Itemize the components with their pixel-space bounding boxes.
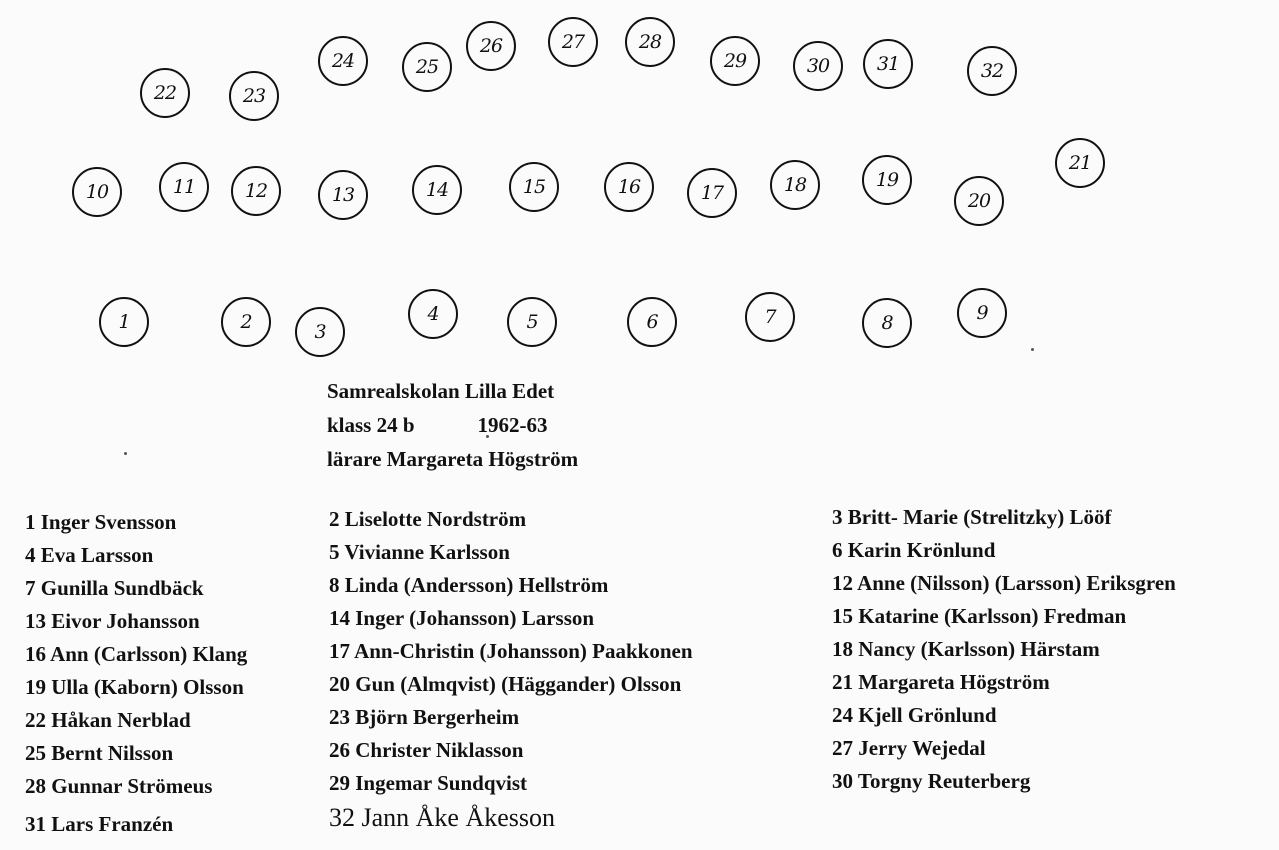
list-item: 15 Katarine (Karlsson) Fredman: [832, 604, 1127, 628]
list-item: 16 Ann (Carlsson) Klang: [25, 642, 248, 666]
seat-circle-10: 10: [72, 167, 122, 217]
seat-circle-14: 14: [412, 165, 462, 215]
seat-circle-23: 23: [229, 71, 279, 121]
seat-circle-1: 1: [99, 297, 149, 347]
list-item: 29 Ingemar Sundqvist: [329, 771, 528, 795]
seat-circle-9: 9: [957, 288, 1007, 338]
list-item: 13 Eivor Johansson: [25, 609, 200, 633]
seat-circle-8: 8: [862, 298, 912, 348]
seat-circle-22: 22: [140, 68, 190, 118]
seat-circle-5: 5: [507, 297, 557, 347]
seat-circle-25: 25: [402, 42, 452, 92]
seat-circle-20: 20: [954, 176, 1004, 226]
seat-circle-32: 32: [967, 46, 1017, 96]
list-item: 31 Lars Franzén: [25, 812, 174, 836]
list-item: 14 Inger (Johansson) Larsson: [329, 606, 595, 630]
scan-speck: [124, 452, 127, 455]
school-name: Samrealskolan Lilla Edet: [327, 379, 555, 403]
list-item: 25 Bernt Nilsson: [25, 741, 174, 765]
seat-circle-13: 13: [318, 170, 368, 220]
list-item: 21 Margareta Högström: [832, 670, 1050, 694]
seat-circle-26: 26: [466, 21, 516, 71]
list-item: 18 Nancy (Karlsson) Härstam: [832, 637, 1100, 661]
seat-circle-2: 2: [221, 297, 271, 347]
seat-circle-11: 11: [159, 162, 209, 212]
teacher-name: lärare Margareta Högström: [327, 447, 579, 471]
seat-circle-29: 29: [710, 36, 760, 86]
list-item: 7 Gunilla Sundbäck: [25, 576, 204, 600]
list-item: 24 Kjell Grönlund: [832, 703, 997, 727]
list-item: 19 Ulla (Kaborn) Olsson: [25, 675, 244, 699]
seat-circle-31: 31: [863, 39, 913, 89]
seat-circle-16: 16: [604, 162, 654, 212]
seat-circle-17: 17: [687, 168, 737, 218]
list-item: 30 Torgny Reuterberg: [832, 769, 1031, 793]
list-item: 20 Gun (Almqvist) (Häggander) Olsson: [329, 672, 682, 696]
list-item: 12 Anne (Nilsson) (Larsson) Eriksgren: [832, 571, 1176, 595]
seat-circle-15: 15: [509, 162, 559, 212]
list-item: 4 Eva Larsson: [25, 543, 154, 567]
seat-circle-19: 19: [862, 155, 912, 205]
list-item: 1 Inger Svensson: [25, 510, 177, 534]
list-item: 3 Britt- Marie (Strelitzky) Lööf: [832, 505, 1112, 529]
list-item: 28 Gunnar Strömeus: [25, 774, 213, 798]
seat-circle-27: 27: [548, 17, 598, 67]
seat-circle-7: 7: [745, 292, 795, 342]
seat-circle-24: 24: [318, 36, 368, 86]
seat-circle-3: 3: [295, 307, 345, 357]
list-item: 2 Liselotte Nordström: [329, 507, 527, 531]
list-item: 17 Ann-Christin (Johansson) Paakkonen: [329, 639, 693, 663]
class-heading: [327, 374, 578, 476]
scan-speck: [1031, 348, 1034, 351]
seat-circle-30: 30: [793, 41, 843, 91]
class-and-year: klass 24 b 1962-63: [327, 413, 548, 437]
list-item: 8 Linda (Andersson) Hellström: [329, 573, 609, 597]
list-item: 5 Vivianne Karlsson: [329, 540, 510, 564]
list-item: 26 Christer Niklasson: [329, 738, 524, 762]
seat-circle-4: 4: [408, 289, 458, 339]
list-item: 22 Håkan Nerblad: [25, 708, 191, 732]
list-item: 32 Jann Åke Åkesson: [329, 803, 556, 832]
seat-circle-12: 12: [231, 166, 281, 216]
seat-circle-28: 28: [625, 17, 675, 67]
list-item: 27 Jerry Wejedal: [832, 736, 986, 760]
seat-circle-21: 21: [1055, 138, 1105, 188]
seat-circle-6: 6: [627, 297, 677, 347]
list-item: 6 Karin Krönlund: [832, 538, 996, 562]
seat-circle-18: 18: [770, 160, 820, 210]
list-item: 23 Björn Bergerheim: [329, 705, 520, 729]
